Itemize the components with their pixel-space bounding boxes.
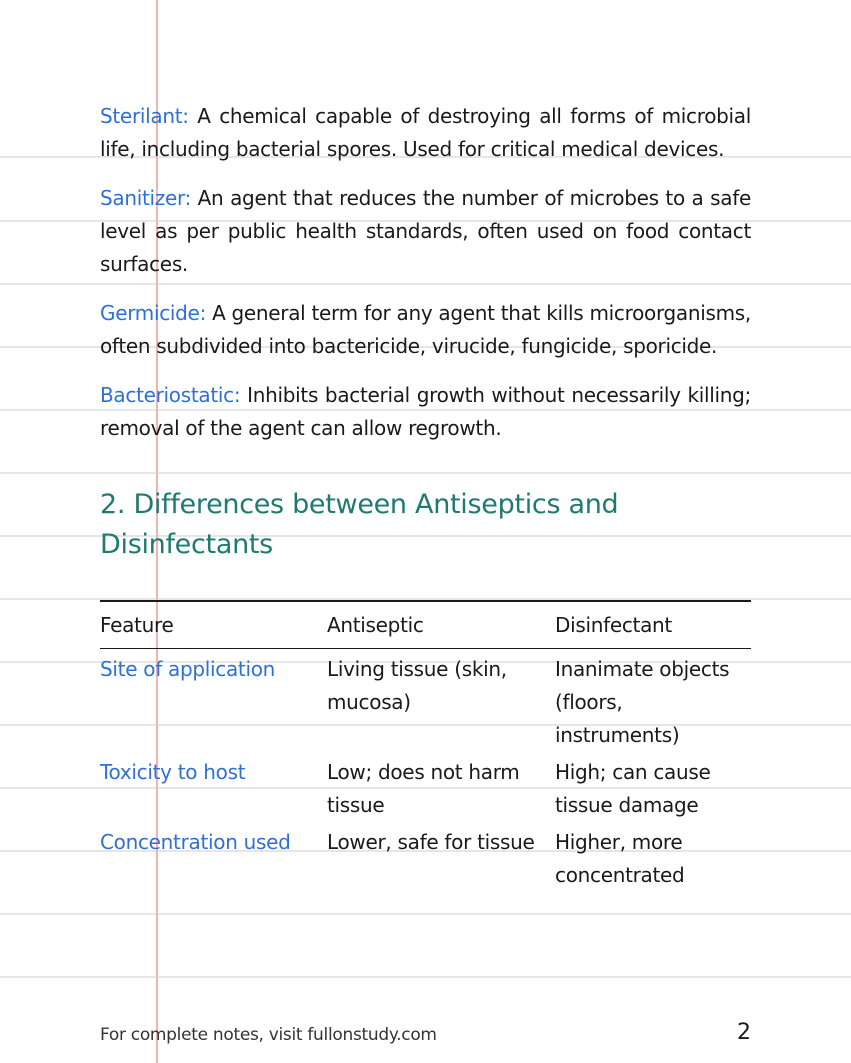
- row-label: Concentration used: [100, 830, 291, 854]
- definition-sterilant: [100, 100, 751, 166]
- definition-text: Inhibits bacterial growth without necessarily killing; removal of the agent can allow regrowth.: [100, 383, 751, 440]
- term-label: Sterilant:: [100, 104, 189, 128]
- term-label: Bacteriostatic:: [100, 383, 241, 407]
- table-cell: Lower, safe for tissue: [327, 830, 535, 854]
- table-cell: High; can cause tissue damage: [555, 760, 711, 817]
- definition-text: An agent that reduces the number of microbes to a safe level as per public health standards, often used on food contact surfaces.: [100, 186, 751, 276]
- section-heading: 2. Differences between Antiseptics and Disinfectants: [100, 489, 619, 560]
- table-row: [100, 822, 751, 892]
- ruled-line: [0, 976, 851, 978]
- table-header-row: [100, 601, 751, 649]
- ruled-line: [0, 913, 851, 915]
- table-cell: Low; does not harm tissue: [327, 760, 520, 817]
- definition-text: A general term for any agent that kills microorganisms, often subdivided into bactericide, virucide, fungicide, sporicide.: [100, 301, 751, 358]
- notes-content: [100, 100, 751, 565]
- column-header-antiseptic: Antiseptic: [327, 601, 555, 649]
- term-label: Germicide:: [100, 301, 207, 325]
- page-number: 2: [737, 1020, 751, 1045]
- table-cell: Higher, more concentrated: [555, 830, 685, 887]
- table-cell: Inanimate objects (floors, instruments): [555, 657, 730, 747]
- column-header-disinfectant: Disinfectant: [555, 601, 751, 649]
- column-header-feature: Feature: [100, 601, 327, 649]
- footer-link-text: For complete notes, visit fullonstudy.com: [100, 1025, 437, 1045]
- definition-text: A chemical capable of destroying all forms of microbial life, including bacterial spores. Used for critical medical devices.: [100, 104, 752, 161]
- comparison-table: [100, 600, 751, 892]
- row-label: Site of application: [100, 657, 276, 681]
- row-label: Toxicity to host: [100, 760, 246, 784]
- table-row: [100, 752, 751, 822]
- definition-bacteriostatic: [100, 379, 751, 445]
- term-label: Sanitizer:: [100, 186, 191, 210]
- definition-germicide: [100, 297, 751, 363]
- table-cell: Living tissue (skin, mucosa): [327, 657, 507, 714]
- definition-sanitizer: [100, 182, 751, 281]
- table-row: [100, 649, 751, 753]
